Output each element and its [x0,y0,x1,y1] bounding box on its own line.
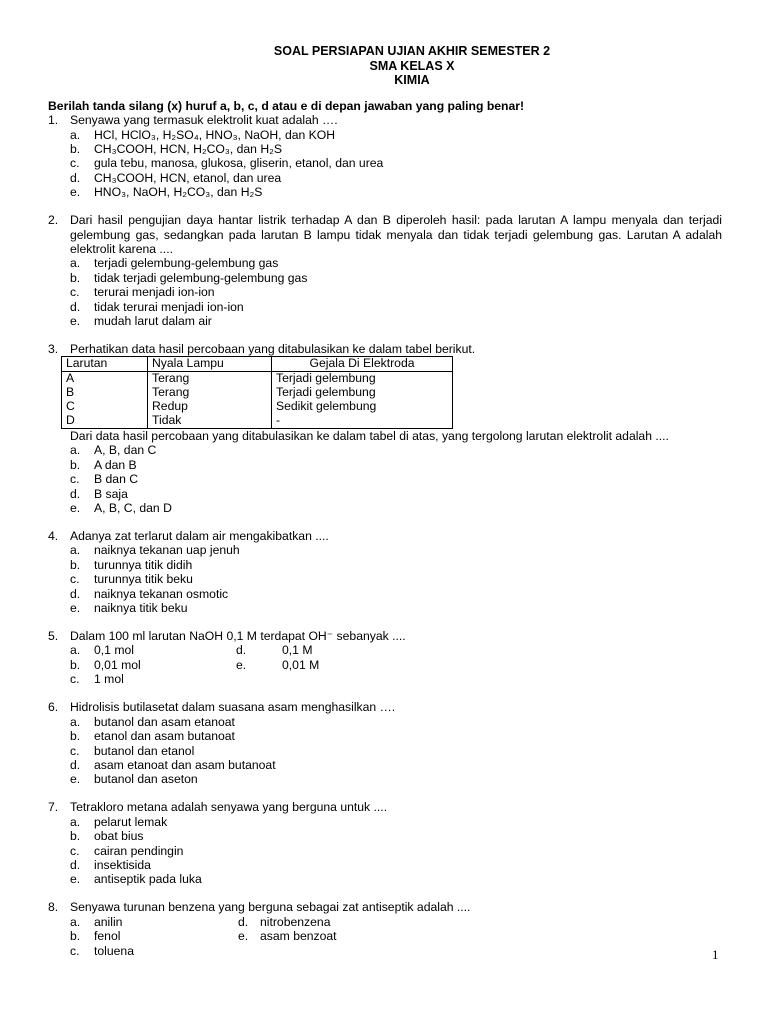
option-text: 0,1 M [282,643,313,658]
page-number: 1 [712,947,719,962]
option-b[interactable] [70,142,722,156]
option-label: b. [70,557,81,572]
option-label: b. [70,829,81,844]
option-c[interactable] [70,472,722,486]
option-text: insektisida [94,857,151,872]
option-label: b. [70,929,81,944]
question-number: 1. [48,113,59,128]
option-label: e. [70,872,81,887]
option-a[interactable] [70,815,722,829]
table-header-cell: Larutan [62,357,148,372]
option-e[interactable] [238,929,337,943]
question-number: 6. [48,700,59,715]
option-label: c. [70,943,80,958]
question-4 [48,529,722,615]
question-6 [48,700,722,786]
option-text: butanol dan etanol [94,743,195,758]
question-text: Tetrakloro metana adalah senyawa yang berguna untuk .... [70,800,388,815]
option-b[interactable] [70,829,722,843]
option-b[interactable] [70,929,238,943]
question-text: Senyawa turunan benzena yang berguna sebagai zat antiseptik adalah .... [70,900,471,915]
question-2 [48,213,722,328]
option-e[interactable] [70,501,722,515]
option-text: mudah larut dalam air [94,314,212,329]
option-c[interactable] [70,672,722,686]
option-label: d. [70,170,81,185]
question-5 [48,629,722,687]
option-text: tidak terjadi gelembung-gelembung gas [94,270,308,285]
option-c[interactable] [70,572,722,586]
option-text: anilin [94,914,123,929]
table-cell: C [62,400,148,414]
data-table [61,356,453,429]
option-label: a. [70,643,81,658]
option-label: e. [238,929,249,944]
option-a[interactable] [70,915,238,929]
option-text: etanol dan asam butanoat [94,729,235,744]
option-label: e. [70,185,81,200]
option-label: d. [236,643,247,658]
question-number: 4. [48,529,59,544]
option-d[interactable] [236,643,312,657]
table-cell: Redup [148,400,272,414]
option-e[interactable] [70,185,722,199]
option-text: tidak terurai menjadi ion-ion [94,299,244,314]
option-b[interactable] [70,658,236,672]
option-a[interactable] [70,443,722,457]
option-label: a. [70,443,81,458]
table-cell: D [62,414,148,428]
option-label: c. [70,743,80,758]
option-label: b. [70,270,81,285]
option-text: naiknya tekanan osmotic [94,586,229,601]
question-text-continued: Dari data hasil percobaan yang ditabulasikan ke dalam tabel di atas, yang tergolong larutan elektrolit adalah .... [70,429,669,443]
option-label: d. [70,857,81,872]
exam-header [102,44,722,88]
option-label: b. [70,729,81,744]
option-c[interactable] [70,744,722,758]
option-d[interactable] [70,858,722,872]
option-c[interactable] [70,944,722,958]
option-text: fenol [94,929,121,944]
option-d[interactable] [70,587,722,601]
option-text: pelarut lemak [94,814,168,829]
option-label: c. [70,572,80,587]
option-d[interactable] [70,171,722,185]
question-number: 2. [48,213,59,228]
option-label: c. [70,843,80,858]
option-label: b. [70,457,81,472]
option-text: cairan pendingin [94,843,184,858]
header-subject: KIMIA [394,73,430,88]
table-cell: Terjadi gelembung [272,386,453,400]
option-e[interactable] [70,601,722,615]
question-text: Perhatikan data hasil percobaan yang ditabulasikan ke dalam tabel berikut. [70,342,476,357]
header-title: SOAL PERSIAPAN UJIAN AKHIR SEMESTER 2 [273,44,551,58]
option-b[interactable] [70,458,722,472]
table-row [62,372,453,386]
option-text: antiseptik pada luka [94,872,202,887]
question-1 [48,113,722,199]
option-text: 0,01 M [282,657,320,672]
option-label: a. [70,543,81,558]
option-text: butanol dan asam etanoat [94,714,235,729]
option-text: naiknya titik beku [94,601,188,616]
option-text: HNO₃, NaOH, H₂CO₃, dan H₂S [94,185,263,200]
table-cell: Terang [148,372,272,386]
option-text: CH₃COOH, HCN, H₂CO₃, dan H₂S [94,142,283,156]
table-cell: - [272,414,453,428]
option-text: B dan C [94,472,139,487]
option-text: asam etanoat dan asam butanoat [94,757,276,772]
exam-page [48,44,722,958]
question-7 [48,800,722,886]
option-label: e. [236,657,247,672]
option-text: butanol dan aseton [94,772,198,787]
option-label: e. [70,601,81,616]
table-header-cell: Nyala Lampu [148,357,272,372]
option-label: c. [70,156,80,171]
option-label: a. [70,914,81,929]
option-text: asam benzoat [260,929,337,944]
option-c[interactable] [70,156,722,170]
option-label: c. [70,672,80,687]
question-number: 8. [48,900,59,915]
option-label: c. [70,472,80,487]
question-number: 7. [48,800,59,815]
option-text: B saja [94,486,128,501]
option-text: A, B, C, dan D [94,501,172,516]
option-e[interactable] [70,872,722,886]
option-text: terjadi gelembung-gelembung gas [94,256,279,271]
option-label: a. [70,127,81,142]
option-b[interactable] [70,729,722,743]
question-number: 5. [48,629,59,644]
option-label: a. [70,814,81,829]
table-row [62,386,453,400]
option-e[interactable] [70,772,722,786]
option-text: gula tebu, manosa, glukosa, gliserin, etanol, dan urea [94,156,384,171]
option-text: A, B, dan C [94,443,157,458]
table-cell: Sedikit gelembung [272,400,453,414]
table-header-cell: Gejala Di Elektroda [272,357,453,372]
option-text: 0,01 mol [94,657,141,672]
option-a[interactable] [70,643,236,657]
option-text: turunnya titik didih [94,557,193,572]
question-text: Dalam 100 ml larutan NaOH 0,1 M terdapat OH⁻ sebanyak .... [70,629,406,644]
option-a[interactable] [70,543,722,557]
option-text: HCl, HClO₃, H₂SO₄, HNO₃, NaOH, dan KOH [94,127,336,142]
option-label: a. [70,256,81,271]
option-b[interactable] [70,271,722,285]
option-label: c. [70,285,80,300]
option-label: e. [70,501,81,516]
option-d[interactable] [70,300,722,314]
table-row [62,414,453,428]
option-text: obat bius [94,829,144,844]
option-c[interactable] [70,844,722,858]
table-cell: Tidak [148,414,272,428]
question-number: 3. [48,342,59,357]
option-text: CH₃COOH, HCN, etanol, dan urea [94,170,282,185]
option-a[interactable] [70,128,722,142]
option-label: e. [70,314,81,329]
option-label: a. [70,714,81,729]
question-text: Dari hasil pengujian daya hantar listrik terhadap A dan B diperoleh hasil: pada larutan A lampu menyala dan terjadi gelembung gas, sedangkan pada larutan B lampu tidak menyala dan tidak terjadi gelembung gas. Larutan A adalah elektrolit karena .... [70,213,722,257]
option-text: 1 mol [94,672,124,687]
option-text: terurai menjadi ion-ion [94,285,215,300]
option-label: e. [70,772,81,787]
option-d[interactable] [238,915,330,929]
option-text: toluena [94,943,134,958]
option-d[interactable] [70,758,722,772]
option-a[interactable] [70,715,722,729]
option-b[interactable] [70,558,722,572]
table-cell: B [62,386,148,400]
option-text: naiknya tekanan uap jenuh [94,543,240,558]
header-class: SMA KELAS X [369,58,455,73]
table-cell: Terjadi gelembung [272,372,453,386]
table-row [62,400,453,414]
option-a[interactable] [70,256,722,270]
option-text: turunnya titik beku [94,572,193,587]
option-text: 0,1 mol [94,643,134,658]
option-e[interactable] [70,314,722,328]
option-text: A dan B [94,457,137,472]
table-cell: Terang [148,386,272,400]
option-label: b. [70,142,81,156]
table-cell: A [62,372,148,386]
option-text: nitrobenzena [260,914,331,929]
option-label: d. [70,586,81,601]
question-3 [48,342,722,515]
question-text: Hidrolisis butilasetat dalam suasana asam menghasilkan …. [70,700,396,715]
option-c[interactable] [70,285,722,299]
instruction: Berilah tanda silang (x) huruf a, b, c, d atau e di depan jawaban yang paling benar! [48,98,525,113]
option-d[interactable] [70,487,722,501]
question-8 [48,900,722,958]
option-label: d. [70,486,81,501]
option-label: d. [70,299,81,314]
question-text: Senyawa yang termasuk elektrolit kuat adalah …. [70,113,338,128]
option-e[interactable] [236,658,319,672]
option-label: d. [238,914,249,929]
option-label: d. [70,757,81,772]
option-label: b. [70,657,81,672]
question-text: Adanya zat terlarut dalam air mengakibatkan .... [70,529,329,544]
table-header-row [62,357,453,372]
